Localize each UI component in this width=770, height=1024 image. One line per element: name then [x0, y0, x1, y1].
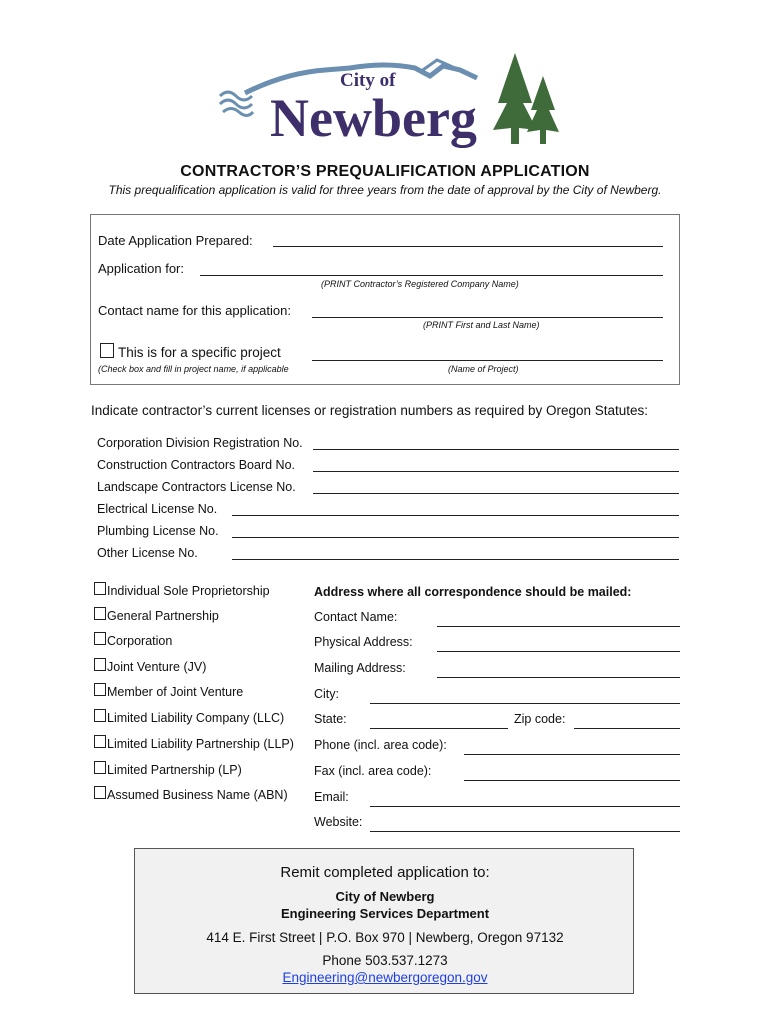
- fax-label: Fax (incl. area code):: [314, 764, 432, 778]
- address-heading: Address where all correspondence should be mailed:: [314, 585, 632, 599]
- remit-dept: Engineering Services Department: [280, 906, 490, 921]
- business-type-checkbox[interactable]: [94, 632, 106, 645]
- logo-newberg: Newberg: [270, 88, 477, 148]
- contact-name-address-label: Contact Name:: [314, 610, 398, 624]
- specific-project-checkbox[interactable]: [100, 343, 114, 358]
- contact-name-hint: (PRINT First and Last Name): [423, 320, 540, 330]
- state-field[interactable]: [370, 728, 508, 729]
- project-name-field[interactable]: [312, 360, 663, 361]
- contact-name-label: Contact name for this application:: [98, 303, 291, 318]
- physical-address-field[interactable]: [437, 651, 680, 652]
- fax-field[interactable]: [464, 780, 680, 781]
- company-name-hint: (PRINT Contractor’s Registered Company Name): [321, 279, 519, 289]
- business-type-label: Limited Liability Partnership (LLP): [107, 737, 294, 751]
- license-label-electrical: Electrical License No.: [97, 502, 218, 516]
- business-type-checkbox[interactable]: [94, 683, 106, 696]
- license-label-corporation: Corporation Division Registration No.: [97, 436, 303, 450]
- physical-address-label: Physical Address:: [314, 635, 413, 649]
- license-label-other: Other License No.: [97, 546, 198, 560]
- license-field-plumbing[interactable]: [232, 537, 679, 538]
- specific-project-label: This is for a specific project: [118, 345, 281, 360]
- business-type-label: Member of Joint Venture: [107, 685, 244, 699]
- email-field[interactable]: [370, 806, 680, 807]
- remit-street: 414 E. First Street | P.O. Box 970 | Newberg, Oregon 97132: [206, 930, 564, 945]
- zip-label: Zip code:: [514, 712, 566, 726]
- business-type-checkbox[interactable]: [94, 582, 106, 595]
- date-label: Date Application Prepared:: [98, 233, 253, 248]
- license-field-electrical[interactable]: [232, 515, 679, 516]
- tree-small-icon: [527, 76, 559, 144]
- license-label-landscape: Landscape Contractors License No.: [97, 480, 296, 494]
- business-type-label: Limited Liability Company (LLC): [107, 711, 285, 725]
- license-field-ccb[interactable]: [313, 471, 679, 472]
- phone-field[interactable]: [464, 754, 680, 755]
- page-subtitle: This prequalification application is valid for three years from the date of approval by the City of Newberg.: [108, 183, 662, 197]
- date-field[interactable]: [273, 246, 663, 247]
- remit-phone: Phone 503.537.1273: [322, 953, 448, 968]
- business-type-checkbox[interactable]: [94, 786, 106, 799]
- contact-name-address-field[interactable]: [437, 626, 680, 627]
- application-for-label: Application for:: [98, 261, 184, 276]
- license-field-landscape[interactable]: [313, 493, 679, 494]
- remit-box: [134, 848, 634, 994]
- zip-field[interactable]: [574, 728, 680, 729]
- licenses-heading: Indicate contractor’s current licenses or registration numbers as required by Oregon Statutes:: [91, 403, 649, 418]
- business-type-label: Joint Venture (JV): [107, 660, 207, 674]
- mailing-address-label: Mailing Address:: [314, 661, 406, 675]
- state-label: State:: [314, 712, 347, 726]
- license-label-plumbing: Plumbing License No.: [97, 524, 219, 538]
- remit-org: City of Newberg: [335, 889, 435, 904]
- contact-name-field[interactable]: [312, 317, 663, 318]
- page-title: CONTRACTOR’S PREQUALIFICATION APPLICATION: [180, 163, 590, 180]
- business-type-label: Assumed Business Name (ABN): [107, 788, 288, 802]
- city-of-newberg-logo: [215, 48, 565, 150]
- business-type-checkbox[interactable]: [94, 735, 106, 748]
- company-name-field[interactable]: [200, 275, 663, 276]
- email-label: Email:: [314, 790, 349, 804]
- business-type-checkbox[interactable]: [94, 709, 106, 722]
- business-type-label: Corporation: [107, 634, 173, 648]
- license-field-corporation[interactable]: [313, 449, 679, 450]
- business-type-label: Limited Partnership (LP): [107, 763, 242, 777]
- license-label-ccb: Construction Contractors Board No.: [97, 458, 296, 472]
- business-type-checkbox[interactable]: [94, 761, 106, 774]
- remit-heading: Remit completed application to:: [280, 864, 490, 881]
- city-field[interactable]: [370, 703, 680, 704]
- business-type-checkbox[interactable]: [94, 607, 106, 620]
- logo-city-of: City of: [340, 70, 396, 91]
- license-field-other[interactable]: [232, 559, 679, 560]
- phone-label: Phone (incl. area code):: [314, 738, 447, 752]
- business-type-checkbox[interactable]: [94, 658, 106, 671]
- website-label: Website:: [314, 815, 363, 829]
- water-waves: [220, 92, 253, 116]
- mailing-address-field[interactable]: [437, 677, 680, 678]
- remit-email-link[interactable]: Engineering@newbergoregon.gov: [282, 970, 488, 985]
- business-type-label: Individual Sole Proprietorship: [107, 584, 270, 598]
- project-name-hint: (Name of Project): [448, 364, 519, 374]
- website-field[interactable]: [370, 831, 680, 832]
- city-label: City:: [314, 687, 339, 701]
- business-type-label: General Partnership: [107, 609, 219, 623]
- specific-project-hint: (Check box and fill in project name, if applicable: [98, 364, 289, 374]
